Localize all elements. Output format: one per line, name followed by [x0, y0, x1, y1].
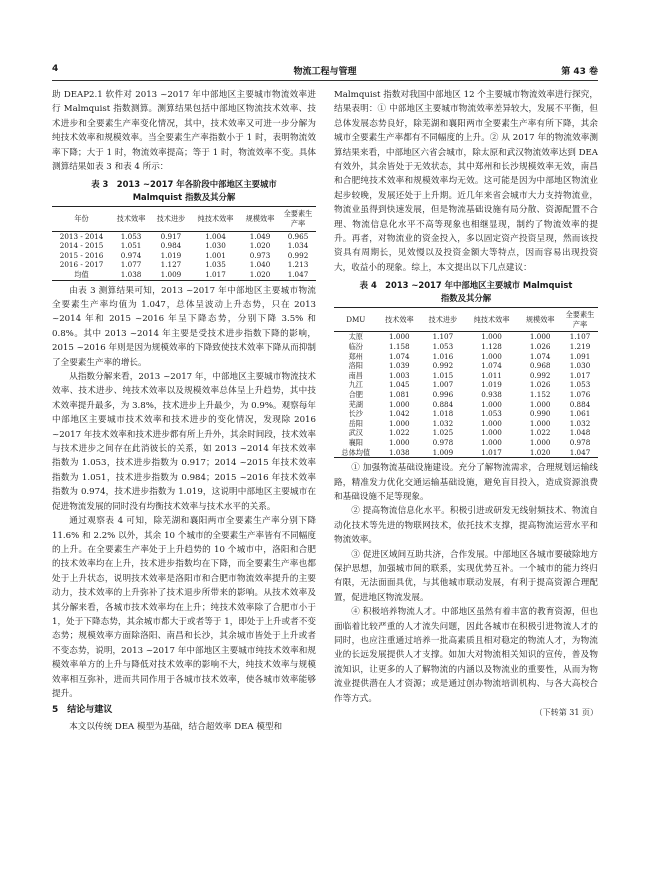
table-row	[334, 409, 598, 419]
table-cell: 1.001	[205, 250, 226, 260]
continued-note: （下转第 31 页）	[534, 708, 598, 718]
table-cell: 2015 - 2016	[59, 250, 104, 260]
page-number: 4	[52, 64, 59, 74]
table-row	[334, 361, 598, 371]
table-cell: 1.053	[432, 342, 454, 352]
table-cell: 1.003	[389, 370, 410, 380]
table-cell: 1.061	[569, 409, 591, 419]
table-cell: 1.009	[160, 270, 182, 279]
table-cell: 均值	[74, 270, 89, 279]
table-row	[52, 270, 316, 280]
table-cell: 1.040	[249, 260, 271, 270]
right-column	[334, 88, 598, 721]
table-cell: 1.077	[120, 260, 142, 270]
table-cell: 1.000	[389, 438, 410, 447]
table-header: 纯技术效率	[473, 315, 510, 325]
table-cell: 0.996	[432, 390, 454, 400]
table-cell: 1.107	[432, 332, 454, 342]
table-cell: 南昌	[348, 370, 363, 380]
table-header: DMU	[346, 315, 366, 325]
table-cell: 1.074	[529, 351, 551, 361]
table3	[52, 178, 316, 280]
table-cell: 1.019	[481, 380, 502, 390]
table-cell: 1.026	[529, 342, 551, 352]
table-cell: 1.022	[529, 428, 551, 438]
table-cell: 1.049	[249, 231, 271, 241]
table-cell: 1.213	[287, 260, 309, 270]
paragraph: ③ 促进区域间互助共济，合作发展。中部地区各城市要破除地方保护思想，加强城市间的联系，实现优势互补。一个城市的能力终归有限，无法面面具优，与其他城市联动发展，有利于提高资源合理配置，促进地区物流发展。	[334, 549, 598, 603]
table-cell: 1.030	[205, 241, 226, 251]
table-cell: 1.000	[481, 438, 502, 447]
table-cell: 1.020	[249, 270, 271, 279]
paragraph: 助 DEAP2.1 软件对 2013 ~2017 年中部地区主要城市物流效率进行 Malmquist 指数测算。测算结果包括中部地区物流技术效率、技术进步和全要素生产率变化情况，其中，技术效率又可进一步分解为纯技术效率和规模效率。当全要素生产率指数小于 1 时，表明物流效率下降；大于 1 时，物流效率提高；等于 1 时，物流效率不变。具体测算结果如表 3 和表 4 所示：	[52, 90, 316, 173]
table-cell: 长沙	[348, 409, 363, 419]
table-cell: 1.018	[432, 409, 454, 419]
table-row	[334, 352, 598, 362]
table-cell: 0.973	[249, 250, 271, 260]
table-cell: 0.965	[287, 231, 309, 241]
table-cell: 1.076	[569, 390, 591, 400]
journal-name: 物流工程与管理	[293, 67, 357, 77]
table4-caption	[334, 279, 598, 305]
table-row	[334, 390, 598, 400]
header-rule	[52, 80, 598, 81]
table-header: 技术进步	[428, 315, 458, 325]
table-cell: 岳阳	[348, 418, 363, 428]
table-cell: 0.884	[569, 399, 591, 409]
table-cell: 1.017	[481, 447, 502, 457]
table-cell: 1.219	[569, 342, 591, 352]
table-cell: 1.004	[205, 231, 226, 241]
table-row	[52, 260, 316, 270]
table-cell: 1.000	[529, 418, 551, 428]
table-cell: 1.000	[481, 418, 502, 428]
table3-caption	[52, 178, 316, 204]
section-heading: 5 结论与建议	[52, 705, 113, 716]
table4-grid	[334, 307, 598, 458]
table-cell: 郑州	[348, 351, 363, 361]
table-cell: 0.984	[160, 241, 182, 251]
table-cell: 1.007	[432, 380, 454, 390]
table-cell: 1.047	[569, 447, 591, 457]
table-row	[334, 342, 598, 352]
table-cell: 2016 - 2017	[59, 260, 104, 270]
table-cell: 1.019	[160, 250, 182, 260]
table-cell: 1.000	[389, 332, 410, 342]
table-cell: 1.053	[481, 409, 502, 419]
table-cell: 1.053	[569, 380, 591, 390]
table-cell: 1.045	[389, 380, 410, 390]
table-cell: 合肥	[348, 390, 363, 400]
table-cell: 1.107	[569, 332, 591, 342]
table-cell: 1.042	[389, 409, 410, 419]
table-cell: 1.000	[389, 399, 410, 409]
table-cell: 1.032	[432, 418, 454, 428]
table-cell: 1.032	[569, 418, 591, 428]
table-row	[334, 438, 598, 448]
table-cell: 1.158	[389, 342, 410, 352]
table-cell: 1.074	[481, 361, 502, 371]
table-header: 技术效率	[116, 214, 146, 224]
table-cell: 1.081	[389, 390, 410, 400]
volume-number: 第 43 卷	[561, 67, 598, 77]
table-cell: 0.978	[569, 438, 591, 447]
table-cell: 1.091	[569, 351, 591, 361]
paragraph: 从指数分解来看，2013 ~2017 年，中部地区主要城市物流技术效率、技术进步、纯技术效率以及规模效率总体呈上升趋势，其中技术效率提升最多，为 3.8%，技术进步上升最少，为 0.9%。观察每年中部地区主要城市技术效率和技术进步的变化情况，发现除 2016 ~2017 年技术效率和技术进步都有所上升外，其余时间段，技术效率与技术进步之间存在此消彼长的关系，如 2013 ~2014 年技术效率指数为 1.053，技术进步指数为 0.917；2014 ~2015 年技术效率指数为 1.051，技术进步指数为 0.984；2015 ~2016 年技术效率指数为 0.974，技术进步指数为 1.019，这说明中部地区主要城市在促进物流发展的同时没有均衡技术效率与技术水平的关系。	[52, 372, 316, 512]
table4	[334, 279, 598, 458]
table-row	[52, 241, 316, 251]
table-cell: 1.000	[481, 399, 502, 409]
table-header: 纯技术效率	[197, 214, 234, 224]
table-cell: 1.030	[569, 361, 591, 371]
table-cell: 洛阳	[348, 361, 363, 371]
paragraph: ④ 积极培养物流人才。中部地区虽然有着丰富的教育资源，但也面临着比较严重的人才流失问题，因此各城市在积极引进物流人才的同时，也应注重通过培养一批高素质且相对稳定的物流人才，为物流业的长远发展提供人才支撑。如加大对物流相关知识的宣传，普及物流知识，让更多的人了解物流的内涵以及物流业的重要性，从而为物流业提供潜在人才资源；或是通过创办物流培训机构、与各大高校合作等方式。	[334, 607, 598, 704]
table-header: 规模效率	[245, 214, 275, 224]
table-cell: 总体均值	[341, 447, 371, 457]
table-cell: 1.025	[432, 428, 454, 438]
table-cell: 1.034	[287, 241, 309, 251]
table-header: 全要素生产率	[283, 209, 313, 229]
table-cell: 1.016	[432, 351, 454, 361]
table-cell: 1.000	[481, 428, 502, 438]
paragraph: 本文以传统 DEA 模型为基础，结合超效率 DEA 模型和	[69, 721, 283, 732]
table-cell: 0.974	[120, 250, 142, 260]
table3-caption-line2: Malmquist 指数及其分解	[132, 192, 236, 203]
table-cell: 1.015	[432, 370, 454, 380]
table-row	[52, 251, 316, 261]
page-header	[52, 64, 598, 78]
table-cell: 1.000	[529, 332, 551, 342]
table-cell: 0.990	[529, 409, 551, 419]
table-cell: 1.047	[287, 270, 309, 279]
table-cell: 1.000	[481, 332, 502, 342]
table-row	[334, 428, 598, 438]
table-row	[334, 448, 598, 458]
table3-grid	[52, 206, 316, 280]
table-header: 规模效率	[525, 315, 555, 325]
table-cell: 2014 - 2015	[59, 241, 104, 251]
table-header: 技术进步	[156, 214, 186, 224]
left-column	[52, 88, 316, 734]
table-cell: 1.011	[481, 370, 502, 380]
table-cell: 1.000	[529, 399, 551, 409]
table-cell: 1.000	[389, 418, 410, 428]
table-cell: 1.000	[481, 351, 502, 361]
table-cell: 2013 - 2014	[59, 231, 104, 241]
table-cell: 太原	[348, 332, 363, 342]
table-cell: 1.020	[249, 241, 271, 251]
table-cell: 0.968	[529, 361, 551, 371]
table-row	[334, 371, 598, 381]
table-cell: 1.074	[389, 351, 410, 361]
table-row	[52, 231, 316, 241]
table-cell: 1.053	[120, 231, 142, 241]
table-cell: 1.128	[481, 342, 502, 352]
table-header: 年份	[74, 214, 89, 224]
paragraph: ② 提高物流信息化水平。积极引进或研发无线射频技术、物流自动化技术等先进的物联网技术，依托技术支撑，提高物流运营水平和物流效率。	[334, 506, 598, 546]
table4-caption-line1: 表 4 2013 ~2017 年中部地区主要城市 Malmquist	[359, 280, 573, 291]
table-cell: 1.000	[529, 438, 551, 447]
table-cell: 襄阳	[348, 438, 363, 447]
table-cell: 0.938	[481, 390, 502, 400]
table-row	[334, 400, 598, 410]
table-cell: 0.917	[160, 231, 182, 241]
table-cell: 1.152	[529, 390, 551, 400]
table-cell: 1.039	[389, 361, 410, 371]
paragraph: Malmquist 指数对我国中部地区 12 个主要城市物流效率进行探究，结果表明：① 中部地区主要城市物流效率差异较大，发展不平衡，但总体发展态势良好，除芜湖和襄阳两市全要素生产率有所下降，其余城市全要素生产率都有不同幅度的上升。② 从 2017 年的物流效率测算结果来看，中部地区六省会城市，除太原和武汉物流效率达到 DEA 有效外，其余皆处于无效状态，其中郑州和长沙规模效率无效，南昌和合肥纯技术效率和规模效率均无效。这可能是因为中部地区物流业起步较晚，发展还处于上升期。近几年来省会城市大力支持物流业，物流业虽得到快速发展，但是物流基础设施有局分散、资源配置不合理、物流信息化水平不高等现象也相继显现，制约了物流效率的提升。再者，对物流业的资金投入，多以固定资产投资呈现，然而该投资具有周期长，见效慢以及投资金额大等特点，因而容易出现投资大，收益小的现象。综上，本文提出以下几点建议：	[334, 90, 598, 273]
table-cell: 1.035	[205, 260, 226, 270]
paragraph: ① 加强物流基础设施建设。充分了解物流需求，合理规划运输线路，精准发力优化交通运输基础设施，避免盲目投入，造成资源浪费和基础设施不足等现象。	[334, 463, 598, 502]
paragraph: 由表 3 测算结果可知，2013 ~2017 年中部地区主要城市物流全要素生产率均值为 1.047，总体呈波动上升态势，只在 2013 ~2014 年和 2015 ~2016 年呈下降态势，分别下降 3.5% 和 0.8%。其中 2013 ~2014 年主要是受技术进步指数下降的影响，2015 ~2016 年则是因为规模效率的下降致使技术效率下降从而抑制了全要素生产率的增长。	[52, 285, 316, 368]
table-cell: 0.992	[432, 361, 454, 371]
table-cell: 1.017	[205, 270, 226, 279]
table4-caption-line2: 指数及其分解	[440, 293, 492, 304]
table-cell: 1.127	[160, 260, 182, 270]
table-header: 技术效率	[384, 315, 414, 325]
table-cell: 1.022	[389, 428, 410, 438]
table-cell: 1.017	[569, 370, 591, 380]
table-cell: 芜湖	[348, 399, 363, 409]
table-cell: 0.884	[432, 399, 454, 409]
table-header: 全要素生产率	[565, 310, 595, 329]
table-cell: 1.038	[120, 270, 142, 279]
table-cell: 九江	[348, 380, 363, 390]
table-cell: 临汾	[348, 342, 363, 352]
table-cell: 1.020	[529, 447, 551, 457]
table-row	[334, 419, 598, 429]
table-cell: 1.038	[389, 447, 410, 457]
table-row	[334, 332, 598, 342]
table-cell: 0.978	[432, 438, 454, 447]
paragraph: 通过观察表 4 可知，除芜湖和襄阳两市全要素生产率分别下降 11.6% 和 2.2% 以外，其余 10 个城市的全要素生产率皆有不同幅度的上升。在全要素生产率处于上升趋势的 10 个城市中，洛阳和合肥的技术效率均在上升，技术进步指数均在下降，而全要素生产率也都处于上升状态，说明技术效率是洛阳市和合肥市物流效率提升的主要动力，技术效率的上升弥补了技术退步所带来的影响。从技术效率及其分解来看，各城市技术效率均在上升；纯技术效率除了合肥市小于 1，处于下降态势，其余城市都大于或者等于 1，即处于上升或者不变态势；规模效率方面除洛阳、南昌和长沙，其余城市皆处于上升或者不变态势，说明，2013 ~2017 年中部地区主要城市纯技术效率和规模效率单方的上升与降低对技术效率的影响不大，纯技术效率与规模效率相互弥补，进而共同作用于各城市技术效率，使各城市效率能够提升。	[52, 516, 316, 699]
table-cell: 1.048	[569, 428, 591, 438]
table-cell: 武汉	[348, 428, 363, 438]
table-cell: 1.009	[432, 447, 454, 457]
table-cell: 1.051	[120, 241, 142, 251]
table-cell: 0.992	[529, 370, 551, 380]
table-cell: 0.992	[287, 250, 309, 260]
table3-caption-line1: 表 3 2013 ~2017 年各阶段中部地区主要城市	[91, 179, 277, 190]
table-row	[334, 380, 598, 390]
table-cell: 1.026	[529, 380, 551, 390]
